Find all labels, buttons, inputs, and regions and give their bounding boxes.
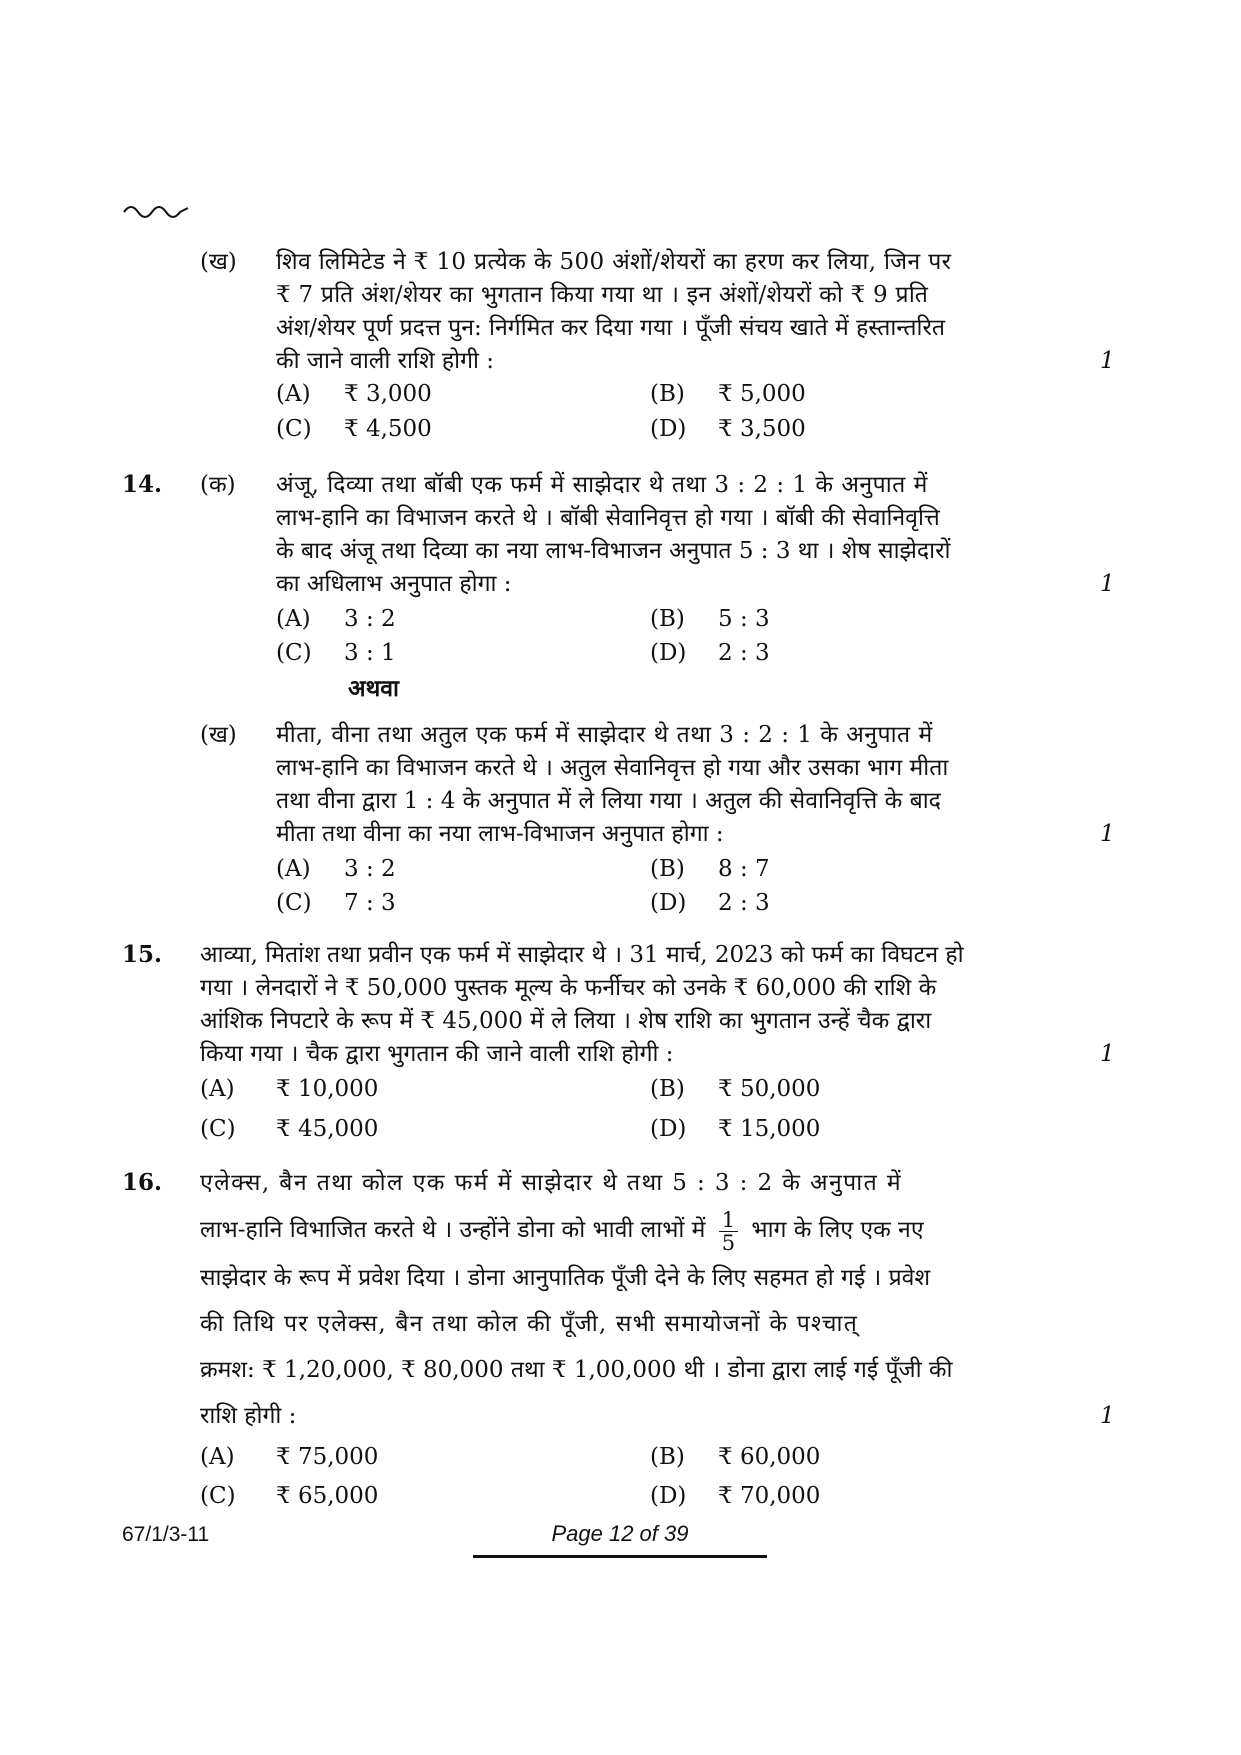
- option-text: 8 : 7: [718, 856, 770, 882]
- option-text: ₹ 15,000: [718, 1116, 821, 1142]
- option-label: (D): [650, 1483, 687, 1509]
- marks: 1: [1100, 571, 1115, 597]
- marks: 1: [1100, 348, 1115, 374]
- option-b: [650, 854, 770, 884]
- option-text: ₹ 5,000: [718, 381, 806, 407]
- option-label: (D): [650, 1116, 687, 1142]
- option-d: [650, 888, 770, 918]
- option-text: 2 : 3: [718, 890, 770, 916]
- question-line: की तिथि पर एलेक्स, बैन तथा कोल की पूँजी, सभी समायोजनों के पश्चात्: [200, 1311, 859, 1337]
- question-number: 16.: [122, 1169, 163, 1196]
- footer-rule: [473, 1555, 767, 1558]
- question-number: 15.: [122, 941, 163, 968]
- sub-label: (क): [200, 472, 236, 498]
- option-text: 7 : 3: [344, 890, 396, 916]
- option-text: ₹ 3,500: [718, 416, 806, 442]
- option-label: (C): [200, 1483, 236, 1509]
- option-label: (B): [650, 1444, 685, 1470]
- question-line: ₹ 7 प्रति अंश/शेयर का भुगतान किया गया था । इन अंशों/शेयरों को ₹ 9 प्रति: [276, 282, 929, 308]
- question-line: किया गया । चैक द्वारा भुगतान की जाने वाली राशि होगी :: [200, 1041, 674, 1067]
- question-line: शिव लिमिटेड ने ₹ 10 प्रत्येक के 500 अंशों/शेयरों का हरण कर लिया, जिन पर: [276, 249, 952, 275]
- question-line: लाभ-हानि का विभाजन करते थे । बॉबी सेवानिवृत्त हो गया । बॉबी की सेवानिवृत्ति: [276, 505, 940, 531]
- option-label: (B): [650, 381, 685, 407]
- option-a: [200, 1442, 378, 1472]
- option-label: (C): [200, 1116, 236, 1142]
- option-label: (C): [276, 890, 312, 916]
- option-text: ₹ 45,000: [276, 1116, 379, 1142]
- option-label: (D): [650, 416, 687, 442]
- option-text: ₹ 3,000: [344, 381, 432, 407]
- option-label: (A): [276, 856, 311, 882]
- question-line: अंश/शेयर पूर्ण प्रदत्त पुन: निर्गमित कर दिया गया । पूँजी संचय खाते में हस्तान्तरित: [276, 315, 945, 341]
- option-b: [650, 604, 770, 634]
- option-c: [276, 888, 396, 918]
- or-separator: अथवा: [348, 675, 400, 702]
- question-line: साझेदार के रूप में प्रवेश दिया । डोना आनुपातिक पूँजी देने के लिए सहमत हो गई । प्रवेश: [200, 1265, 931, 1291]
- question-number: 14.: [122, 471, 163, 498]
- question-line: तथा वीना द्वारा 1 : 4 के अनुपात में ले लिया गया । अतुल की सेवानिवृत्ति के बाद: [276, 788, 941, 814]
- sub-label: (ख): [200, 722, 237, 748]
- option-c: [200, 1481, 378, 1511]
- wavy-mark: [122, 200, 192, 220]
- option-d: [650, 638, 770, 668]
- question-line: का अधिलाभ अनुपात होगा :: [276, 571, 512, 597]
- option-label: (A): [276, 381, 311, 407]
- fraction: [719, 1209, 738, 1254]
- option-b: [650, 1442, 820, 1472]
- page-number: Page 12 of 39: [551, 1521, 689, 1546]
- question-line: गया । लेनदारों ने ₹ 50,000 पुस्तक मूल्य के फर्नीचर को उनके ₹ 60,000 की राशि के: [200, 975, 937, 1001]
- question-line: आव्या, मितांश तथा प्रवीन एक फर्म में साझेदार थे । 31 मार्च, 2023 को फर्म का विघटन हो: [200, 942, 964, 968]
- option-a: [276, 379, 432, 409]
- question-line: की जाने वाली राशि होगी :: [276, 348, 495, 374]
- sub-label: (ख): [200, 249, 237, 275]
- option-label: (D): [650, 890, 687, 916]
- option-text: ₹ 10,000: [276, 1076, 379, 1102]
- option-text: 3 : 1: [344, 640, 396, 666]
- question-text: लाभ-हानि विभाजित करते थे । उन्होंने डोना को भावी लाभों में: [200, 1217, 706, 1243]
- question-line: राशि होगी :: [200, 1403, 297, 1429]
- option-c: [200, 1114, 378, 1144]
- option-text: ₹ 75,000: [276, 1444, 379, 1470]
- question-line: मीता तथा वीना का नया लाभ-विभाजन अनुपात होगा :: [276, 821, 724, 847]
- option-text: ₹ 65,000: [276, 1483, 379, 1509]
- option-d: [650, 414, 806, 444]
- option-text: 2 : 3: [718, 640, 770, 666]
- marks: 1: [1100, 1403, 1115, 1429]
- option-b: [650, 1074, 820, 1104]
- marks: 1: [1100, 1041, 1115, 1067]
- option-d: [650, 1481, 820, 1511]
- question-line-with-fraction: [200, 1208, 924, 1254]
- question-line: के बाद अंजू तथा दिव्या का नया लाभ-विभाजन अनुपात 5 : 3 था । शेष साझेदारों: [276, 538, 951, 564]
- paper-code: 67/1/3-11: [122, 1523, 210, 1546]
- question-line: मीता, वीना तथा अतुल एक फर्म में साझेदार थे तथा 3 : 2 : 1 के अनुपात में: [276, 722, 933, 748]
- option-text: 5 : 3: [718, 606, 770, 632]
- option-label: (A): [200, 1444, 235, 1470]
- fraction-numerator: 1: [719, 1209, 738, 1232]
- option-text: ₹ 50,000: [718, 1076, 821, 1102]
- option-b: [650, 379, 806, 409]
- option-text: ₹ 70,000: [718, 1483, 821, 1509]
- option-label: (C): [276, 416, 312, 442]
- marks: 1: [1100, 821, 1115, 847]
- option-label: (A): [276, 606, 311, 632]
- option-c: [276, 638, 396, 668]
- option-label: (C): [276, 640, 312, 666]
- option-text: 3 : 2: [344, 856, 396, 882]
- question-line: एलेक्स, बैन तथा कोल एक फर्म में साझेदार थे तथा 5 : 3 : 2 के अनुपात में: [200, 1170, 902, 1196]
- option-text: 3 : 2: [344, 606, 396, 632]
- question-line: आंशिक निपटारे के रूप में ₹ 45,000 में ले लिया । शेष राशि का भुगतान उन्हें चैक द्वारा: [200, 1008, 932, 1034]
- question-line: क्रमश: ₹ 1,20,000, ₹ 80,000 तथा ₹ 1,00,000 थी । डोना द्वारा लाई गई पूँजी की: [200, 1357, 953, 1383]
- question-line: अंजू, दिव्या तथा बॉबी एक फर्म में साझेदार थे तथा 3 : 2 : 1 के अनुपात में: [276, 472, 928, 498]
- option-label: (B): [650, 1076, 685, 1102]
- option-d: [650, 1114, 820, 1144]
- fraction-denominator: 5: [721, 1230, 736, 1255]
- option-a: [276, 854, 396, 884]
- option-label: (B): [650, 606, 685, 632]
- option-label: (A): [200, 1076, 235, 1102]
- option-label: (B): [650, 856, 685, 882]
- option-label: (D): [650, 640, 687, 666]
- option-c: [276, 414, 432, 444]
- option-text: ₹ 4,500: [344, 416, 432, 442]
- option-a: [276, 604, 396, 634]
- option-text: ₹ 60,000: [718, 1444, 821, 1470]
- question-line: लाभ-हानि का विभाजन करते थे । अतुल सेवानिवृत्त हो गया और उसका भाग मीता: [276, 755, 949, 781]
- question-text: भाग के लिए एक नए: [751, 1217, 924, 1243]
- option-a: [200, 1074, 378, 1104]
